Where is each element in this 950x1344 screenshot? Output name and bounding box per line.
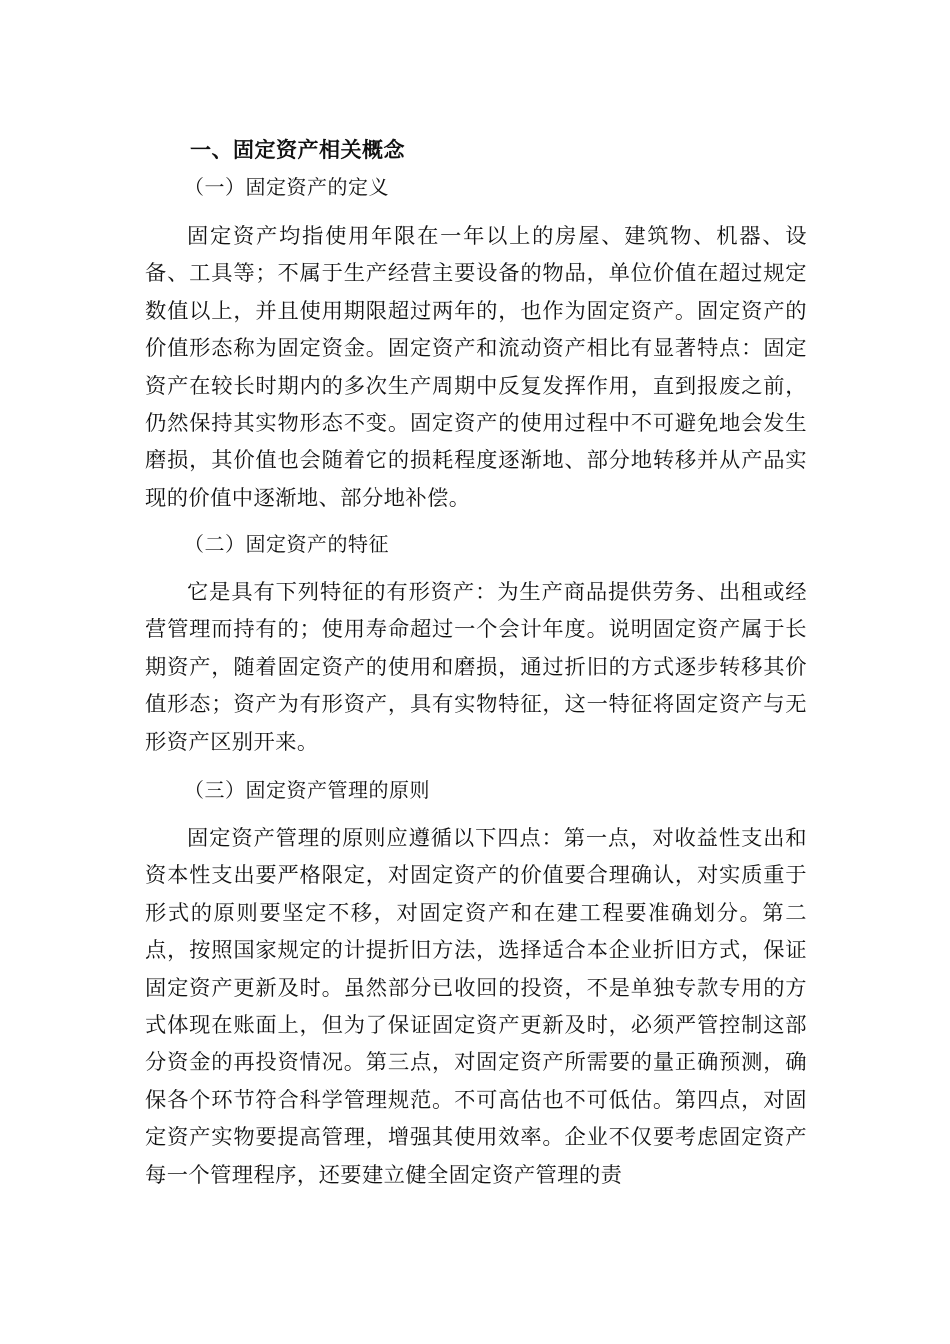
paragraph-principles-block	[145, 820, 807, 1194]
paragraph-characteristics-block	[145, 574, 807, 761]
subheading-characteristics: （二）固定资产的特征	[184, 532, 389, 556]
paragraph-principles: 固定资产管理的原则应遵循以下四点：第一点，对收益性支出和资本性支出要严格限定，对固定资产的价值要合理确认，对实质重于形式的原则要坚定不移，对固定资产和在建工程要准确划分。第二点，按照国家规定的计提折旧方法，选择适合本企业折旧方式，保证固定资产更新及时。虽然部分已收回的投资，不是单独专款专用的方式体现在账面上，但为了保证固定资产更新及时，必须严管控制这部分资金的再投资情况。第三点，对固定资产所需要的量正确预测，确保各个环节符合科学管理规范。不可高估也不可低估。第四点，对固定资产实物要提高管理，增强其使用效率。企业不仅要考虑固定资产每一个管理程序，还要建立健全固定资产管理的责	[145, 826, 807, 1188]
paragraph-characteristics: 它是具有下列特征的有形资产：为生产商品提供劳务、出租或经营管理而持有的；使用寿命超过一个会计年度。说明固定资产属于长期资产，随着固定资产的使用和磨损，通过折旧的方式逐步转移其价值形态；资产为有形资产，具有实物特征，这一特征将固定资产与无形资产区别开来。	[145, 580, 807, 755]
section-heading: 一、固定资产相关概念	[190, 137, 405, 162]
subheading-principles: （三）固定资产管理的原则	[184, 778, 430, 802]
paragraph-definition-block	[145, 218, 807, 517]
subheading-definition: （一）固定资产的定义	[184, 175, 389, 199]
paragraph-definition: 固定资产均指使用年限在一年以上的房屋、建筑物、机器、设备、工具等；不属于生产经营主要设备的物品，单位价值在超过规定数值以上，并且使用期限超过两年的，也作为固定资产。固定资产的价值形态称为固定资金。固定资产和流动资产相比有显著特点：固定资产在较长时期内的多次生产周期中反复发挥作用，直到报废之前，仍然保持其实物形态不变。固定资产的使用过程中不可避免地会发生磨损，其价值也会随着它的损耗程度逐渐地、部分地转移并从产品实现的价值中逐渐地、部分地补偿。	[145, 224, 807, 511]
